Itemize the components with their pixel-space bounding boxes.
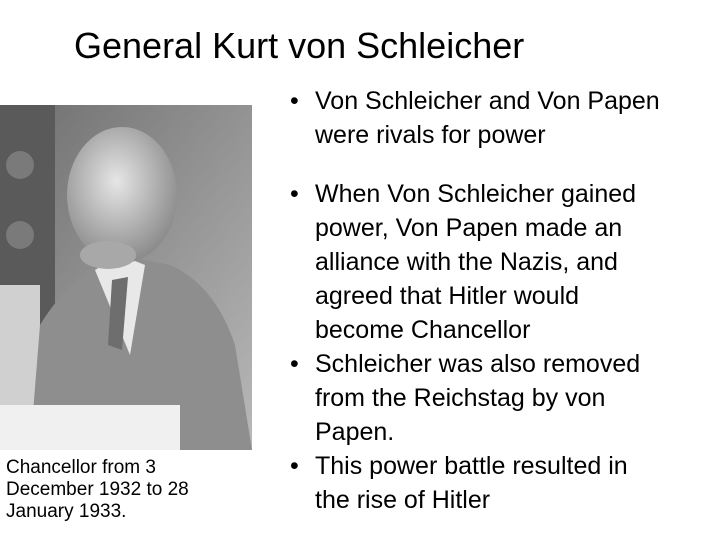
caption-line: January 1933.	[6, 501, 127, 522]
bullet-text: Von Schleicher and Von Papen	[315, 87, 660, 115]
bullet-text: become Chancellor	[315, 316, 531, 344]
bullet-dot-icon: •	[290, 452, 299, 480]
caption-line: Chancellor from 3	[6, 457, 156, 478]
bullet-text: Schleicher was also removed	[315, 350, 641, 378]
bullet-text: When Von Schleicher gained	[315, 180, 637, 208]
bullet-dot-icon: •	[290, 87, 299, 115]
slide-title: General Kurt von Schleicher	[74, 25, 525, 66]
bullet-item	[290, 84, 715, 152]
portrait-photo	[0, 105, 252, 450]
bullet-text: Papen.	[315, 418, 395, 446]
bullet-text: This power battle resulted in	[315, 452, 628, 480]
caption-line: December 1932 to 28	[6, 479, 189, 500]
bullet-item	[290, 177, 715, 347]
bullet-text: the rise of Hitler	[315, 486, 491, 514]
bullet-text: from the Reichstag by von	[315, 384, 606, 412]
bullet-dot-icon: •	[290, 350, 299, 378]
bullet-text: alliance with the Nazis, and	[315, 248, 618, 276]
photo-caption	[6, 457, 256, 523]
bullet-list	[290, 84, 715, 517]
bullet-dot-icon: •	[290, 180, 299, 208]
bullet-item	[290, 449, 715, 517]
portrait-image	[0, 105, 252, 450]
bullet-text: power, Von Papen made an	[315, 214, 623, 242]
bullet-text: were rivals for power	[315, 121, 546, 149]
bullet-text: agreed that Hitler would	[315, 282, 580, 310]
bullet-item	[290, 347, 715, 449]
